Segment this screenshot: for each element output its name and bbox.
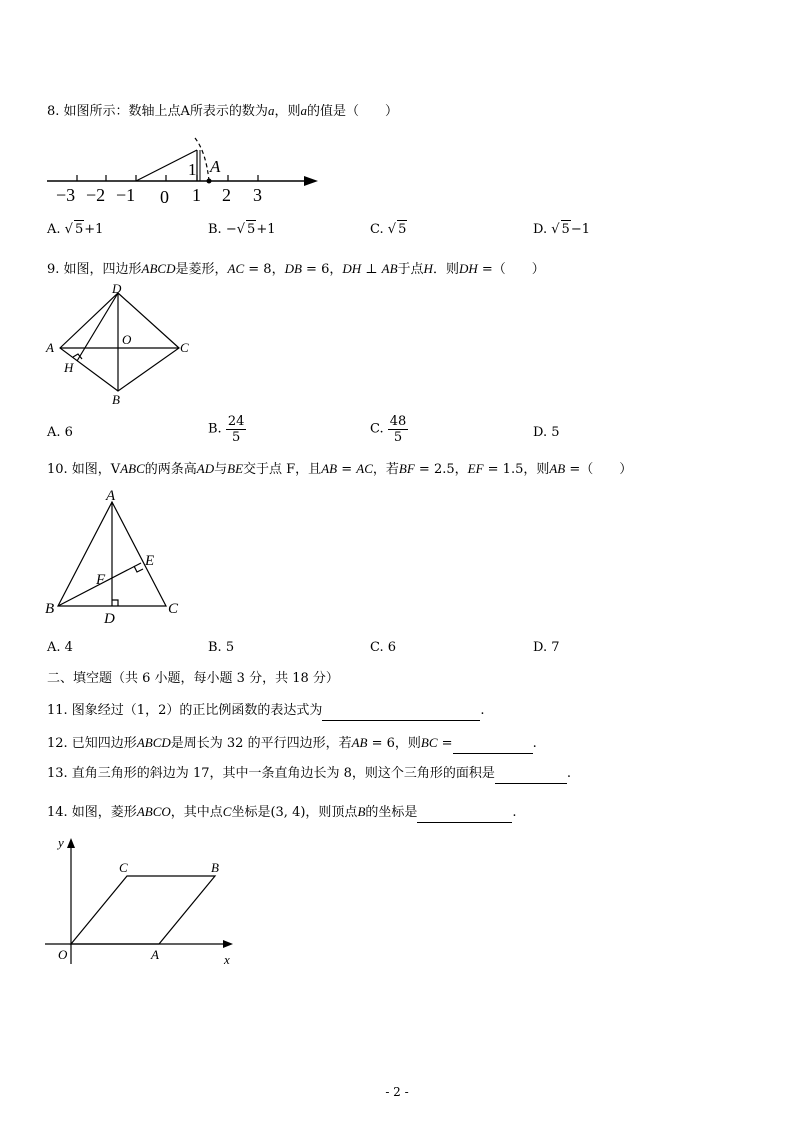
- q12-text: 12. 已知四边形: [47, 736, 137, 751]
- q10-triangle-figure: [40, 484, 190, 630]
- q9-label-A: A: [46, 340, 54, 355]
- q10-option-b[interactable]: B. 5: [208, 640, 235, 655]
- q10-label-E: E: [145, 553, 155, 569]
- q14-math: B: [357, 804, 366, 819]
- q8-var: a: [300, 103, 307, 118]
- q8-tick-label: 3: [253, 185, 262, 205]
- q12-text: =: [437, 736, 453, 751]
- q9-label-O: O: [122, 332, 132, 347]
- q12-text: = 6，则: [367, 736, 421, 751]
- q10-text: 交于点 F，且: [243, 462, 322, 477]
- q8-number-line-figure: [40, 134, 330, 208]
- q12-math: BC: [420, 735, 438, 750]
- q14-text: ，其中点: [170, 805, 223, 820]
- q10-text: = 2.5，: [414, 462, 468, 477]
- q8-text: 8. 如图所示：数轴上点A所表示的数为: [47, 104, 268, 119]
- q9-text: ．则: [432, 262, 459, 277]
- option-label: B.: [208, 421, 222, 437]
- q9-label-D: D: [112, 283, 122, 296]
- q12-text: .: [532, 736, 537, 751]
- section-title: 二、填空题（共 6 小题，每小题 3 分，共 18 分）: [47, 671, 339, 686]
- q14-label-x: x: [224, 952, 230, 967]
- q10-text: = 1.5，则: [483, 462, 550, 477]
- q10-label-B: B: [45, 601, 55, 617]
- q9-label-H: H: [64, 360, 74, 375]
- q10-math: AB: [321, 461, 338, 476]
- q9-text: =（ ）: [477, 262, 545, 277]
- option-label: A.: [47, 222, 61, 237]
- q8-option-d[interactable]: D. √ 5−1: [533, 222, 590, 237]
- q9-text: ⊥: [361, 262, 382, 277]
- q8-stem: [47, 102, 398, 121]
- q11-stem: [47, 702, 485, 721]
- q14-label-y: y: [58, 835, 64, 850]
- q10-text: =: [337, 462, 357, 477]
- option-label: D.: [533, 222, 548, 237]
- q9-math: H: [423, 261, 433, 276]
- q8-tick-label: 1: [192, 185, 201, 205]
- q13-text: .: [566, 766, 572, 781]
- q10-option-d[interactable]: D. 7: [533, 640, 560, 655]
- sqrt-radicand: 5: [561, 222, 570, 237]
- option-label: B.: [208, 222, 222, 237]
- q8-tick-label: −1: [116, 185, 136, 205]
- q9-math: ABCD: [141, 261, 176, 276]
- q14-text: 14. 如图，菱形: [47, 805, 137, 820]
- q9-stem: [47, 260, 545, 279]
- q8-label-A: A: [210, 157, 221, 176]
- q8-option-a[interactable]: A. √ 5+1: [47, 222, 104, 237]
- q10-math: AC: [356, 461, 373, 476]
- q14-label-C: C: [119, 860, 128, 875]
- answer-blank[interactable]: [495, 765, 567, 784]
- option-suffix: +1: [84, 222, 104, 237]
- q9-text: = 8，: [244, 262, 285, 277]
- q13-text: 13. 直角三角形的斜边为 17，其中一条直角边长为 8，则这个三角形的面积是: [47, 766, 495, 781]
- q8-tick-label: −2: [86, 185, 106, 205]
- q9-text: 是菱形，: [175, 262, 228, 277]
- q9-math: AB: [381, 261, 398, 276]
- fraction-denominator: 5: [231, 430, 241, 445]
- q9-rhombus-figure: [40, 283, 200, 411]
- q10-math: AD: [196, 461, 215, 476]
- q11-text: 11. 图象经过（1，2）的正比例函数的表达式为: [47, 703, 323, 718]
- q12-math: AB: [351, 735, 368, 750]
- answer-blank[interactable]: [322, 702, 480, 721]
- q9-text: = 6，: [301, 262, 343, 277]
- q8-option-c[interactable]: C. √ 5: [370, 222, 407, 237]
- sqrt-radicand: 5: [74, 222, 84, 237]
- option-suffix: −1: [570, 222, 590, 237]
- fraction-denominator: 5: [393, 430, 403, 445]
- q8-tick-label: 0: [160, 187, 169, 207]
- q9-math: DH: [458, 261, 478, 276]
- q13-stem: [47, 765, 571, 784]
- q8-option-b[interactable]: B. −√ 5+1: [208, 222, 276, 237]
- q14-math: (3, 4): [270, 805, 306, 820]
- q10-math: ABC: [120, 461, 145, 476]
- q10-math: EF: [467, 461, 484, 476]
- q14-text: 坐标是: [231, 805, 271, 820]
- q14-stem: [47, 803, 517, 823]
- q12-math: ABCD: [136, 735, 171, 750]
- q14-math: ABCO: [136, 804, 171, 819]
- sqrt-radicand: 5: [398, 222, 407, 237]
- q11-text: .: [480, 703, 485, 718]
- q9-math: AC: [227, 261, 245, 276]
- option-label: C.: [370, 222, 384, 237]
- q8-text: ，则: [274, 104, 301, 119]
- option-prefix: −: [225, 222, 237, 237]
- q10-text: ，若: [372, 462, 399, 477]
- fraction-numerator: 24: [227, 414, 245, 429]
- q8-tick-label: −3: [56, 185, 76, 205]
- answer-blank[interactable]: [417, 804, 512, 823]
- q10-math: BF: [398, 461, 415, 476]
- q8-text: 的值是（ ）: [306, 104, 398, 119]
- q10-math: BE: [227, 461, 244, 476]
- q10-label-D: D: [104, 611, 115, 627]
- q14-label-O: O: [58, 947, 68, 962]
- q10-text: 10. 如图，V: [47, 462, 121, 477]
- q10-label-C: C: [168, 601, 179, 617]
- option-label: C.: [370, 421, 384, 437]
- q10-text: =（ ）: [565, 462, 633, 477]
- q10-option-a[interactable]: A. 4: [47, 640, 73, 655]
- q9-label-B: B: [112, 392, 120, 407]
- q12-stem: [47, 734, 537, 754]
- q14-label-A: A: [151, 947, 159, 962]
- q10-text: 的两条高: [144, 462, 197, 477]
- q10-stem: [47, 460, 632, 479]
- fraction-numerator: 48: [389, 414, 407, 429]
- q9-text: 于点: [397, 262, 424, 277]
- q9-option-b[interactable]: [208, 414, 246, 445]
- q10-math: AB: [549, 461, 566, 476]
- q10-label-F: F: [96, 572, 106, 588]
- q14-text: .: [512, 805, 517, 820]
- option-suffix: +1: [256, 222, 276, 237]
- q14-text: 的坐标是: [365, 805, 418, 820]
- q9-math: DH: [342, 261, 362, 276]
- q10-label-A: A: [106, 488, 116, 504]
- fraction: [226, 414, 247, 445]
- q9-math: DB: [284, 261, 302, 276]
- page-number: - 2 -: [385, 1085, 409, 1099]
- q8-label-one: 1: [188, 160, 197, 179]
- q10-text: 与: [214, 462, 228, 477]
- q9-label-C: C: [180, 340, 189, 355]
- q14-label-B: B: [211, 860, 219, 875]
- sqrt-radicand: 5: [247, 222, 256, 237]
- q9-option-c[interactable]: [370, 414, 408, 445]
- q8-tick-label: 2: [222, 185, 231, 205]
- q12-text: 是周长为 32 的平行四边形，若: [170, 736, 352, 751]
- q14-text: ，则顶点: [305, 805, 358, 820]
- answer-blank[interactable]: [453, 735, 533, 754]
- q9-option-d[interactable]: D. 5: [533, 425, 560, 440]
- q9-text: 9. 如图，四边形: [47, 262, 142, 277]
- q8-var: a: [267, 103, 275, 118]
- q14-rhombus-coordinate-figure: [40, 834, 250, 974]
- q10-option-c[interactable]: C. 6: [370, 640, 397, 655]
- q9-option-a[interactable]: A. 6: [47, 425, 73, 440]
- fraction: [388, 414, 409, 445]
- q14-math: C: [222, 804, 232, 819]
